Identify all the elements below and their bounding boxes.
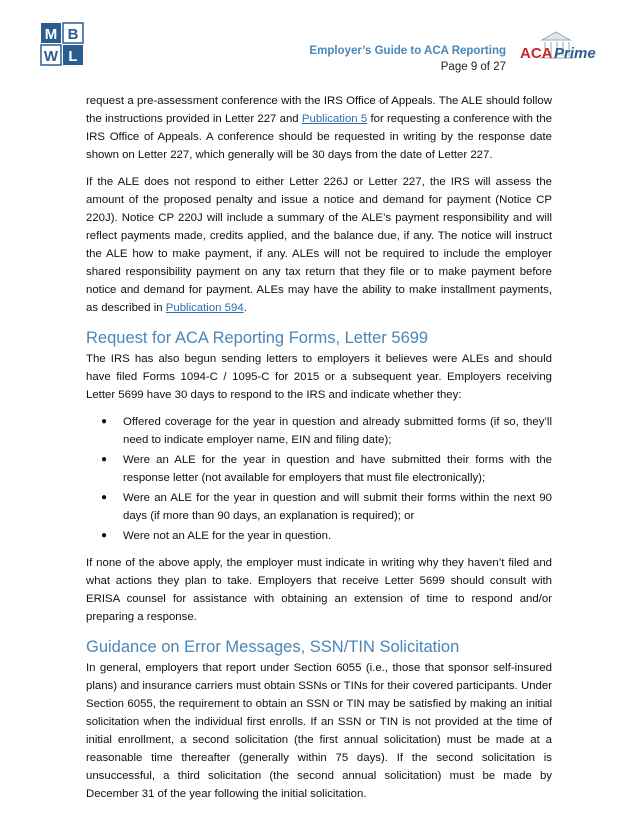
bullet-icon: ● [101,454,108,465]
svg-text:M: M [44,26,58,43]
list-item-text: Were not an ALE for the year in question. [123,530,332,542]
list-item-text: Were an ALE for the year in question and will submit their forms within the next 90 days (if more than 90 days, an explanation is required); or [123,492,552,522]
paragraph-letter-5699-outro: If none of the above apply, the employer must indicate in writing why they haven’t filed and what actions they plan to take. Employers that receive Letter 5699 should consult with ERISA counsel for assistance with obtaining an extension of time to respond and/or preparing a response. [86,557,552,623]
list-item-text: Were an ALE for the year in question and have submitted their forms with the response letter (not available for employers that must file electronically); [123,454,552,484]
header-page-number: Page 9 of 27 [440,61,506,73]
bullet-icon: ● [101,416,108,427]
bullet-icon: ● [101,492,108,503]
paragraph-appeals [86,92,552,164]
list-item-text: Offered coverage for the year in question and already submitted forms (if so, they’ll need to indicate employer name, EIN and filing date); [123,416,552,446]
acaprime-logo [518,28,596,70]
publication-5-link[interactable]: Publication 5 [301,113,368,125]
paragraph-text: request a pre-assessment conference with the IRS Office of Appeals. The ALE should follow the instructions provided in Letter 227 and [86,95,552,125]
list-item [101,489,552,525]
list-item [101,451,552,487]
response-options-list [86,413,552,545]
publication-594-link[interactable]: Publication 594 [165,302,244,314]
svg-text:W: W [43,48,59,65]
paragraph-letter-5699-intro: The IRS has also begun sending letters to employers it believes were ALEs and should have filed Forms 1094-C / 1095-C for 2015 or a subsequent year. Employers receiving Letter 5699 have 30 days to respond to the IRS and indicate whether they: [86,353,552,401]
mbwl-logo [40,22,84,66]
svg-text:B: B [67,26,79,43]
svg-text:L: L [68,48,78,65]
paragraph-text: If the ALE does not respond to either Letter 226J or Letter 227, the IRS will assess the amount of the proposed penalty and issue a notice and demand for payment (Notice CP 220J). Notice CP 220J will include a summary of the ALE’s payment responsibility and will reflect payments made, credits applied, and the balance due, if any. The notice will instruct the ALE how to make payment, if any. ALEs will not be required to include the employer shared responsibility payment on any tax return that they file or to make payment before notice and demand for payment. ALEs may have the ability to make installment payments, as described in [86,176,552,314]
list-item [101,527,552,545]
acaprime-logo-aca: ACA [520,45,553,62]
paragraph-text: for requesting a conference with the IRS Office of Appeals. A conference should be requested in writing by the response date shown on Letter 227, which generally will be 30 days from the date of Letter 227. [86,113,552,161]
bullet-icon: ● [101,530,108,541]
page-body [86,92,552,812]
acaprime-logo-prime: Prime [554,45,596,62]
running-header [309,43,506,75]
paragraph-text: . [243,302,247,314]
paragraph-ssn-tin-solicitation: In general, employers that report under Section 6055 (i.e., those that sponsor self-insured plans) and insurance carriers must obtain SSNs or TINs for their covered participants. Under Section 6055, the requirement to obtain an SSN or TIN may be satisfied by making an initial solicitation when the individual first enrolls. If an SSN or TIN is not provided at the time of initial enrollment, a second solicitation (the first annual solicitation) must be made at a reasonable time thereafter (generally within 75 days). If the second solicitation is unsuccessful, a third solicitation (the second annual solicitation) must be made by December 31 of the year following the initial solicitation. [86,662,552,800]
header-title: Employer’s Guide to ACA Reporting [309,45,506,57]
section-heading-letter-5699: Request for ACA Reporting Forms, Letter 5699 [86,329,429,347]
paragraph-notice-cp220j [86,173,552,317]
list-item [101,413,552,449]
section-heading-ssn-tin: Guidance on Error Messages, SSN/TIN Solicitation [86,638,460,656]
